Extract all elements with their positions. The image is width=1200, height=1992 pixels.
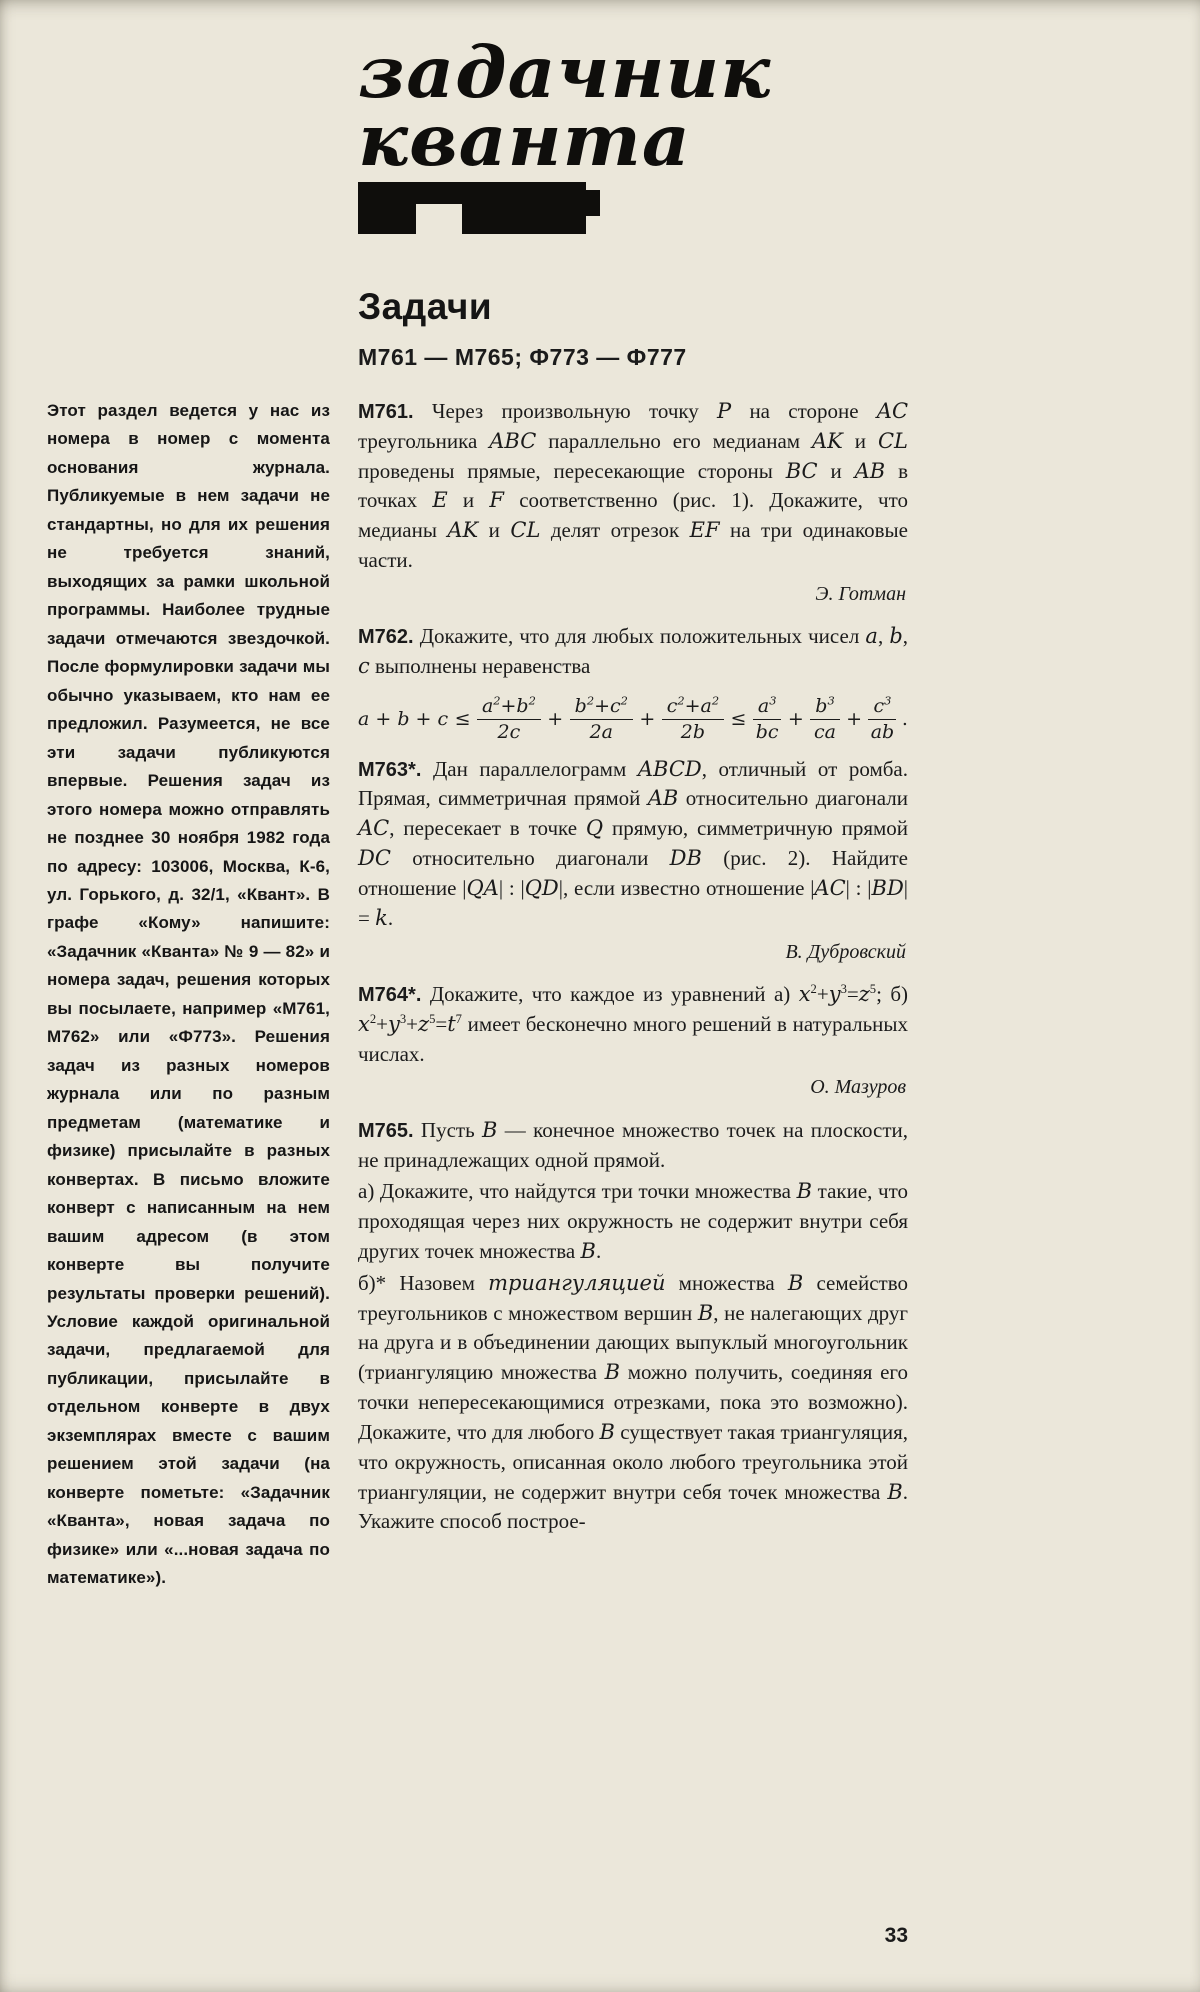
problem-text: Через произвольную точку P на стороне AC треугольника ABC параллельно его медианам AK и CL проведены прямые, пересекающие стороны BC и AB в точках E и F соответственно (рис. 1). Докажите, что медианы AK и CL делят отрезок EF на три одинаковые части. xyxy=(358,399,909,573)
problem-number: М765. xyxy=(358,1119,414,1142)
problem-statement xyxy=(358,1116,908,1176)
fraction-denominator: ca xyxy=(813,720,836,743)
fraction xyxy=(662,693,724,743)
problem-author: О. Мазуров xyxy=(810,1076,906,1099)
problem-statement xyxy=(358,980,908,1069)
fraction-numerator: $a^2+b^2$ xyxy=(477,696,541,720)
leq-sign: ≤ xyxy=(454,707,471,730)
problem-number: М762. xyxy=(358,626,414,649)
fraction-numerator: $b^2+c^2$ xyxy=(570,696,633,720)
kvant-problem-book-logo xyxy=(358,31,1200,234)
m762-inequality-formula xyxy=(358,693,908,743)
problem-m761 xyxy=(358,397,908,608)
problem-author: В. Дубровский xyxy=(785,940,906,963)
logo-word-zadachnik: задачник xyxy=(358,31,772,115)
fraction-denominator: ab xyxy=(870,720,895,743)
plus-sign: + xyxy=(846,707,863,730)
fraction xyxy=(570,693,633,743)
leq-sign: ≤ xyxy=(730,707,747,730)
two-column-layout xyxy=(47,397,1200,1593)
problem-m764 xyxy=(358,980,908,1102)
page-number: 33 xyxy=(884,1924,908,1947)
problem-text: Дан параллелограмм ABCD, отличный от ромба. Прямая, симметричная прямой AB относительно диагонали AC, пересекает в точке Q прямую, симметричную прямой DC относительно диагонали DB (рис. 2). Найдите отношение |QA| : |QD|, если известно отношение |AC| : |BD| = k. xyxy=(358,756,909,930)
problem-text: Пусть B — конечное множество точек на плоскости, не принадлежащих одной прямой. xyxy=(358,1117,909,1172)
problem-statement xyxy=(358,622,908,682)
plus-sign: + xyxy=(547,707,564,730)
problem-part-b: б)* Назовем триангуляцией множества B семейство треугольников с множеством вершин B, не налегающих друг на друга и в объединении дающих выпуклый многоугольник (триангуляцию множества B можно получить, соединяя его точки непересекающимися отрезками, пока это возможно). Докажите, что для любого B существует такая триангуляция, что окружность, описанная около любого треугольника этой триангуляции, не содержит внутри себя точек множества B. Укажите способ построе- xyxy=(358,1270,909,1534)
fraction-denominator: 2c xyxy=(497,720,521,743)
fraction-numerator: $b^3$ xyxy=(810,696,839,720)
formula-period: . xyxy=(901,707,908,730)
fraction-denominator: bc xyxy=(755,720,779,743)
problem-range: М761 — М765; Ф773 — Ф777 xyxy=(358,344,687,370)
problems-column xyxy=(358,397,908,1543)
fraction xyxy=(868,693,896,743)
fraction-numerator: $c^2+a^2$ xyxy=(662,696,724,720)
problem-part-a: а) Докажите, что найдутся три точки множества B такие, что проходящая через них окружность не содержит внутри себя других точек множества B. xyxy=(358,1179,908,1264)
formula-lhs: a + b + c xyxy=(358,707,449,730)
problem-m765 xyxy=(358,1116,908,1537)
problem-number: М764*. xyxy=(358,983,422,1006)
problem-text: Докажите, что каждое из уравнений а) $x^2+y^3=z^5$; б) $x^2+y^3+z^5=t^7$ имеет бесконечно много решений в натуральных числах. xyxy=(358,981,909,1066)
fraction xyxy=(810,693,839,743)
fraction-numerator: $a^3$ xyxy=(753,696,782,720)
fraction xyxy=(477,693,541,743)
problem-author: Э. Готман xyxy=(815,582,906,605)
problem-number: М763*. xyxy=(358,758,422,781)
problem-statement xyxy=(358,397,908,576)
section-title: Задачи xyxy=(358,286,493,327)
fraction-denominator: 2a xyxy=(589,720,613,743)
fraction xyxy=(753,693,782,743)
problem-number: М761. xyxy=(358,401,414,423)
plus-sign: + xyxy=(787,707,804,730)
problem-m762 xyxy=(358,622,908,742)
plus-sign: + xyxy=(639,707,656,730)
problem-text: Докажите, что для любых положительных чисел a, b, c выполнены неравенства xyxy=(358,624,909,679)
fraction-numerator: $c^3$ xyxy=(868,696,896,720)
fraction-denominator: 2b xyxy=(680,720,706,743)
logo-block-shape xyxy=(358,182,586,234)
logo-word-kvanta: кванта xyxy=(358,99,691,183)
editorial-note: Этот раздел ведется у нас из номера в номер с момента основания журнала. Публикуемые в нем задачи не стандартны, но для их решения не требуется знаний, выходящих за рамки школьной программы. Наиболее трудные задачи отмечаются звездочкой. После формулировки задачи мы обычно указываем, кто нам ее предложил. Разумеется, не все эти задачи публикуются впервые. Решения задач из этого номера можно отправлять не позднее 30 ноября 1982 года по адресу: 103006, Москва, К-6, ул. Горького, д. 32/1, «Квант». В графе «Кому» напишите: «Задачник «Кванта» № 9 — 82» и номера задач, решения которых вы посылаете, например «М761, М762» или «Ф773». Решения задач из разных номеров журнала или по разным предметам (математике и физике) присылайте в разных конвертах. В письмо вложите конверт с написанным на нем вашим адресом (в этом конверте вы получите результаты проверки решений). Условие каждой оригинальной задачи, предлагаемой для публикации, присылайте в отдельном конверте в двух экземплярах вместе с вашим решением этой задачи (на конверте пометьте: «Задачник «Кванта», новая задача по физике» или «...новая задача по математике»). xyxy=(47,401,330,1588)
problem-statement xyxy=(358,755,908,934)
problem-m763 xyxy=(358,755,908,966)
